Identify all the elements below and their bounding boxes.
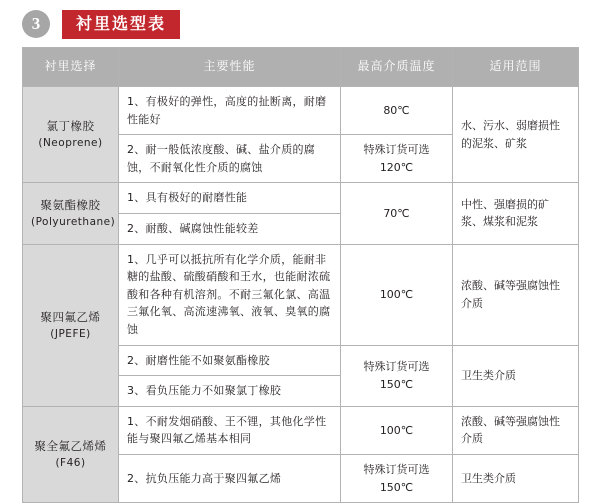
temperature-cell: 100℃ <box>341 406 453 454</box>
lining-name-cn: 聚全氟乙烯烯 <box>34 438 107 453</box>
temperature-cell: 特殊订货可选 150℃ <box>341 345 453 406</box>
lining-cell <box>23 183 119 244</box>
performance-cell: 2、耐磨性能不如聚氨酯橡胶 <box>119 345 341 376</box>
table-row <box>23 87 579 135</box>
column-header-lining: 衬里选择 <box>23 48 119 87</box>
column-header-performance: 主要性能 <box>119 48 341 87</box>
spec-table-wrapper <box>22 47 578 503</box>
temperature-cell: 80℃ <box>341 87 453 135</box>
table-header-row <box>23 48 579 87</box>
table-row <box>23 244 579 345</box>
scope-cell: 卫生类介质 <box>453 345 579 406</box>
lining-cell <box>23 406 119 502</box>
scope-cell: 浓酸、碱等强腐蚀性介质 <box>453 244 579 345</box>
temperature-cell: 特殊订货可选 150℃ <box>341 454 453 502</box>
scope-cell: 中性、强磨损的矿浆、煤浆和泥浆 <box>453 183 579 244</box>
lining-cell <box>23 244 119 406</box>
lining-name-cn: 聚氨酯橡胶 <box>40 197 101 212</box>
temperature-cell: 100℃ <box>341 244 453 345</box>
performance-cell: 1、有极好的弹性，高度的扯断离，耐磨性能好 <box>119 87 341 135</box>
lining-name-en: (F46) <box>55 457 86 470</box>
lining-name-en: (JPEFE) <box>50 327 91 340</box>
performance-cell: 3、看负压能力不如聚氯丁橡胶 <box>119 376 341 407</box>
scope-cell: 浓酸、碱等强腐蚀性介质 <box>453 406 579 454</box>
performance-cell: 2、耐酸、碱腐蚀性能较差 <box>119 213 341 244</box>
temperature-cell: 特殊订货可选 120℃ <box>341 135 453 183</box>
performance-cell: 2、抗负压能力高于聚四氟乙烯 <box>119 454 341 502</box>
column-header-temperature: 最高介质温度 <box>341 48 453 87</box>
performance-cell: 1、不耐发烟硝酸、王不锂，其他化学性能与聚四氟乙烯基本相同 <box>119 406 341 454</box>
lining-cell <box>23 87 119 183</box>
scope-cell: 水、污水、弱磨损性的泥浆、矿浆 <box>453 87 579 183</box>
page-title: 衬里选型表 <box>62 10 180 39</box>
temperature-cell: 70℃ <box>341 183 453 244</box>
lining-selection-table <box>22 47 579 503</box>
scope-cell: 卫生类介质 <box>453 454 579 502</box>
lining-name-en: (Neoprene) <box>38 137 103 150</box>
page-header <box>0 0 600 40</box>
performance-cell: 2、耐一般低浓度酸、碱、盐介质的腐蚀，不耐氧化性介质的腐蚀 <box>119 135 341 183</box>
performance-cell: 1、具有极好的耐磨性能 <box>119 183 341 214</box>
step-badge: 3 <box>22 10 50 38</box>
column-header-scope: 适用范围 <box>453 48 579 87</box>
lining-name-cn: 氯丁橡胶 <box>46 119 95 134</box>
performance-cell: 1、几乎可以抵抗所有化学介质，能耐非糖的盐酸、硫酸硝酸和王水，也能耐浓硫酸和各种有机溶剂。不耐三氟化氯、高温三氟化氧、高流速沸氧、液氧、臭氧的腐蚀 <box>119 244 341 345</box>
table-row <box>23 183 579 214</box>
lining-name-cn: 聚四氟乙烯 <box>40 309 101 324</box>
table-row <box>23 406 579 454</box>
lining-name-en: (Polyurethane) <box>31 216 116 229</box>
